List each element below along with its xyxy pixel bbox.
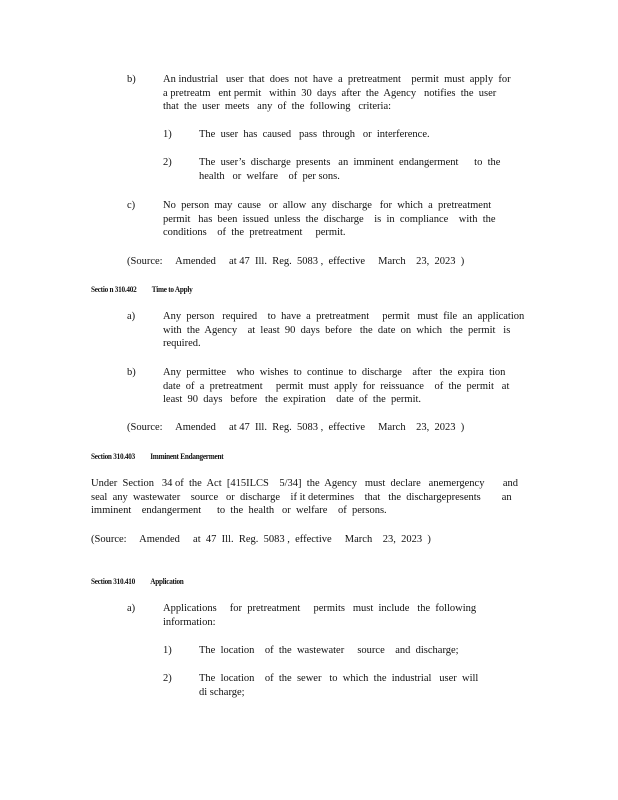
section-number: Section 310.410	[91, 576, 135, 586]
text-line: date of a pretreatment permit must apply for reissuance of the permit at	[163, 380, 510, 392]
paragraph-410a	[163, 602, 520, 629]
item-label: b)	[127, 367, 136, 378]
text-line: The user has caused pass through or interference.	[199, 129, 430, 140]
subitem-label: 2)	[163, 157, 172, 168]
text-line: information:	[163, 616, 216, 628]
section-heading	[91, 283, 208, 297]
text-line: Any permittee who wishes to continue to discharge after the expira tion	[163, 367, 506, 378]
subitem-label: 2)	[163, 673, 172, 684]
text-line: An industrial user that does not have a pretreatment permit must apply for	[163, 74, 511, 85]
text-line: that the user meets any of the following criteria:	[163, 101, 392, 113]
text-line: permit has been issued unless the discharge is in compliance with the	[163, 213, 496, 225]
text-line: with the Agency at least 90 days before the date on which the permit is	[163, 324, 511, 336]
text-line: least 90 days before the expiration date of the permit.	[163, 394, 422, 406]
item-label: a)	[127, 603, 136, 614]
subitem-label: 1)	[163, 645, 172, 656]
subitem-text	[199, 156, 509, 183]
item-label: b)	[127, 74, 136, 85]
text-line: The location of the wastewater source and discharge;	[199, 645, 459, 656]
source-note: (Source: Amended at 47 Ill. Reg. 5083 , effective March 23, 2023 )	[127, 422, 465, 433]
text-line: The location of the sewer to which the industrial user will	[199, 673, 479, 684]
section-heading	[91, 450, 239, 464]
text-line: Applications for pretreatment permits must include the following	[163, 603, 477, 614]
text-line: required.	[163, 338, 201, 350]
item-label: a)	[127, 311, 136, 322]
text-line: health or welfare of per sons.	[199, 170, 340, 182]
paragraph-402a	[163, 310, 525, 351]
subitem-text	[199, 644, 509, 658]
text-line: imminent endangerment to the health or welfare of persons.	[91, 505, 387, 517]
source-note: (Source: Amended at 47 Ill. Reg. 5083 , effective March 23, 2023 )	[91, 534, 431, 545]
source-note: (Source: Amended at 47 Ill. Reg. 5083 , effective March 23, 2023 )	[127, 256, 465, 267]
text-line: Under Section 34 of the Act [415ILCS 5/34] the Agency must declare anemergency and	[91, 478, 518, 489]
item-label: c)	[127, 200, 136, 211]
text-line: a pretreatm ent permit within 30 days after the Agency notifies the user	[163, 87, 497, 99]
text-line: conditions of the pretreatment permit.	[163, 227, 346, 239]
text-line: di scharge;	[199, 686, 245, 698]
section-title: Time to Apply	[151, 284, 193, 294]
section-number: Section 310.403	[91, 451, 135, 461]
subitem-label: 1)	[163, 129, 172, 140]
text-line: seal any wastewater source or discharge if it determines that the dischargepresents an	[91, 491, 512, 503]
text-line: No person may cause or allow any discharge for which a pretreatment	[163, 200, 492, 211]
paragraph-c	[163, 199, 520, 240]
paragraph-402b	[163, 366, 520, 407]
paragraph-403	[91, 477, 518, 518]
text-line: The user’s discharge presents an imminent endangerment to the	[199, 157, 501, 168]
subitem-text	[199, 672, 509, 699]
paragraph-b	[163, 73, 520, 114]
section-title: Imminent Endangerment	[150, 451, 224, 461]
section-heading	[91, 575, 199, 589]
section-title: Application	[150, 576, 184, 586]
subitem-text	[199, 128, 509, 142]
text-line: Any person required to have a pretreatment permit must file an application	[163, 311, 525, 322]
section-number: Sectio n 310.402	[91, 284, 137, 294]
